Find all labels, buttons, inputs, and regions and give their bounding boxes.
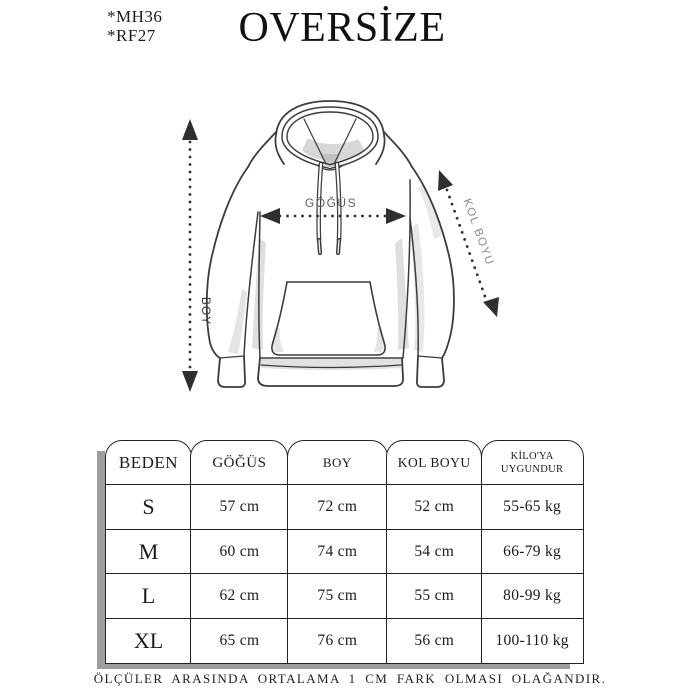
product-code-2: *RF27 (107, 26, 156, 45)
weight-cell: 80-99 kg (481, 573, 584, 619)
size-cell: L (105, 573, 192, 619)
column-header-boy: BOY (287, 440, 388, 486)
sleeve-cell: 54 cm (386, 529, 482, 575)
weight-cell: 100-110 kg (481, 618, 584, 664)
column-header-gogus: GÖĞÜS (190, 440, 288, 486)
length-arrow (182, 119, 213, 392)
length-cell: 76 cm (287, 618, 388, 664)
chest-cell: 62 cm (190, 573, 288, 619)
sleeve-cell: 56 cm (386, 618, 482, 664)
column-header-kol-boyu: KOL BOYU (386, 440, 482, 486)
page-title: OVERSİZE (238, 5, 446, 51)
size-table (105, 440, 584, 664)
size-table-header-row (105, 440, 584, 486)
table-row-l (105, 573, 584, 619)
column-header-beden: BEDEN (105, 440, 192, 486)
chest-arrow-label: GÖĞÜS (304, 196, 358, 210)
size-cell: S (105, 484, 192, 530)
size-cell: XL (105, 618, 192, 664)
table-row-m (105, 529, 584, 575)
chest-cell: 65 cm (190, 618, 288, 664)
table-row-s (105, 484, 584, 530)
chest-cell: 57 cm (190, 484, 288, 530)
sleeve-cell: 55 cm (386, 573, 482, 619)
arrowhead-upleft-icon (438, 170, 453, 191)
arrowhead-up-icon (182, 119, 198, 140)
arrowhead-downright-icon (483, 297, 499, 317)
arrowhead-right-icon (386, 208, 406, 224)
arrowhead-down-icon (182, 371, 198, 392)
length-cell: 75 cm (287, 573, 388, 619)
sleeve-arrow-label: KOL BOYU (460, 197, 496, 268)
arrowhead-left-icon (260, 208, 280, 224)
weight-cell: 55-65 kg (481, 484, 584, 530)
table-row-xl (105, 618, 584, 664)
chest-arrow (260, 195, 406, 224)
footnote: ÖLÇÜLER ARASINDA ORTALAMA 1 CM FARK OLMASI OLAĞANDIR. (93, 671, 607, 686)
chest-cell: 60 cm (190, 529, 288, 575)
size-cell: M (105, 529, 192, 575)
column-header-kilo: KİLO'YA UYGUNDUR (481, 440, 584, 486)
length-cell: 72 cm (287, 484, 388, 530)
length-arrow-label: BOY (199, 296, 213, 326)
sleeve-arrow (438, 170, 499, 317)
weight-cell: 66-79 kg (481, 529, 584, 575)
sleeve-cell: 52 cm (386, 484, 482, 530)
product-code-1: *MH36 (107, 7, 163, 26)
length-cell: 74 cm (287, 529, 388, 575)
